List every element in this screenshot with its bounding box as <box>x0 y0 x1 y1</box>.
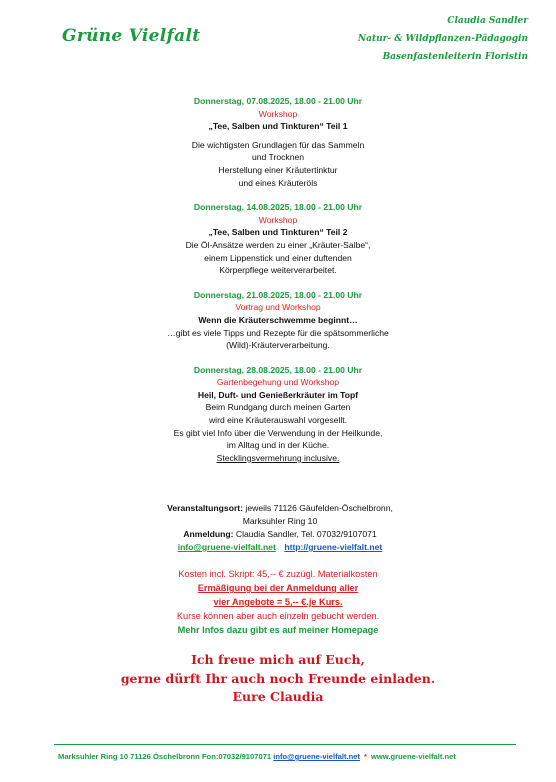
registration-text: Claudia Sandler, Tel. 07032/9107071 <box>233 529 377 539</box>
event-info <box>150 502 410 554</box>
event-line: und eines Kräuteröls <box>238 177 318 188</box>
website-link[interactable]: http://gruene-vielfalt.net <box>284 542 383 552</box>
street: Marksuhler Ring 10 <box>242 516 318 526</box>
event-date: Donnerstag, 14.08.2025, 18.00 - 21.00 Uhr <box>193 202 363 213</box>
event-title: „Tee, Salben und Tinkturen“ Teil 2 <box>208 227 348 238</box>
header-name: Claudia Sandler <box>447 16 528 26</box>
footer-address: Marksuhler Ring 10 71126 Öschelbronn Fon:07032/9107071 <box>58 752 274 761</box>
discount-line: Ermäßigung bei der Anmeldung aller <box>197 583 359 593</box>
header-role: Natur- & Wildpflanzen-Pädagogin <box>357 34 528 44</box>
event-line: Beim Rundgang durch meinen Garten <box>205 402 351 413</box>
price-line: Kosten incl. Skript: 45,-- € zuzügl. Materialkosten <box>178 569 378 579</box>
event-2 <box>0 201 556 277</box>
event-type: Workshop <box>258 108 298 119</box>
closing-greeting <box>0 651 556 707</box>
homepage-line: Mehr Infos dazu gibt es auf meiner Homepage <box>177 625 379 635</box>
event-line: Herstellung einer Kräutertinktur <box>218 164 338 175</box>
event-type: Workshop <box>258 214 298 225</box>
footer-divider <box>54 744 516 745</box>
event-list <box>0 95 556 476</box>
footer-separator: * <box>364 752 367 761</box>
location-label: Veranstaltungsort: <box>167 503 244 513</box>
closing-signature: Eure Claudia <box>232 689 324 704</box>
event-line: Die wichtigsten Grundlagen für das Sammeln <box>191 139 365 150</box>
email-link[interactable]: info@gruene-vielfalt.net <box>177 542 276 552</box>
event-3 <box>0 289 556 352</box>
event-line: (Wild)-Kräuterverarbeitung. <box>226 340 330 351</box>
header-contact <box>358 12 528 66</box>
event-4 <box>0 364 556 465</box>
event-line: Körperpflege weiterverarbeitet. <box>219 265 337 276</box>
logo: Grüne Vielfalt <box>62 26 201 46</box>
event-line: im Alltag und in der Küche. <box>226 440 330 451</box>
event-line: wird eine Kräuterauswahl vorgesellt. <box>208 415 348 426</box>
event-date: Donnerstag, 21.08.2025, 18.00 - 21.00 Uhr <box>193 289 363 300</box>
event-1 <box>0 95 556 189</box>
event-type: Gartenbegehung und Workshop <box>216 377 340 388</box>
event-title: „Tee, Salben und Tinkturen“ Teil 1 <box>208 121 348 132</box>
single-booking-line: Kurse können aber auch einzeln gebucht werden. <box>176 611 380 621</box>
event-date: Donnerstag, 07.08.2025, 18.00 - 21.00 Uhr <box>193 96 363 106</box>
event-line: …gibt es viele Tipps und Rezepte für die spätsommerliche <box>167 327 389 338</box>
header-role2: Basenfastenleiterin Floristin <box>382 52 528 62</box>
footer <box>58 752 456 761</box>
price-info <box>0 567 556 637</box>
location-text: jeweils 71126 Gäufelden-Öschelbronn, <box>243 503 393 513</box>
event-title: Wenn die Kräuterschwemme beginnt… <box>198 314 358 325</box>
event-type: Vortrag und Workshop <box>235 302 321 313</box>
footer-website[interactable]: www.gruene-vielfalt.net <box>370 752 456 761</box>
registration-label: Anmeldung: <box>183 529 234 539</box>
event-date: Donnerstag, 28.08.2025, 18.00 - 21.00 Uhr <box>193 364 363 375</box>
event-title: Heil, Duft- und Genießerkräuter im Topf <box>197 389 359 400</box>
event-line: Stecklingsvermehrung inclusive. <box>216 452 340 463</box>
event-line: Die Öl-Ansätze werden zu einer „Kräuter-Salbe“, <box>185 239 371 250</box>
event-line: und Trocknen <box>251 152 305 163</box>
closing-line: Ich freue mich auf Euch, <box>191 652 365 667</box>
closing-line: gerne dürft Ihr auch noch Freunde einladen. <box>120 670 436 686</box>
event-line: einem Lippenstick und einer duftenden <box>204 252 352 263</box>
discount-line: vier Angebote = 5,-- €.je Kurs. <box>213 597 343 607</box>
event-line: Es gibt viel Info über die Verwendung in der Heilkunde, <box>173 427 383 438</box>
footer-email-link[interactable]: info@gruene-vielfalt.net <box>273 752 360 761</box>
